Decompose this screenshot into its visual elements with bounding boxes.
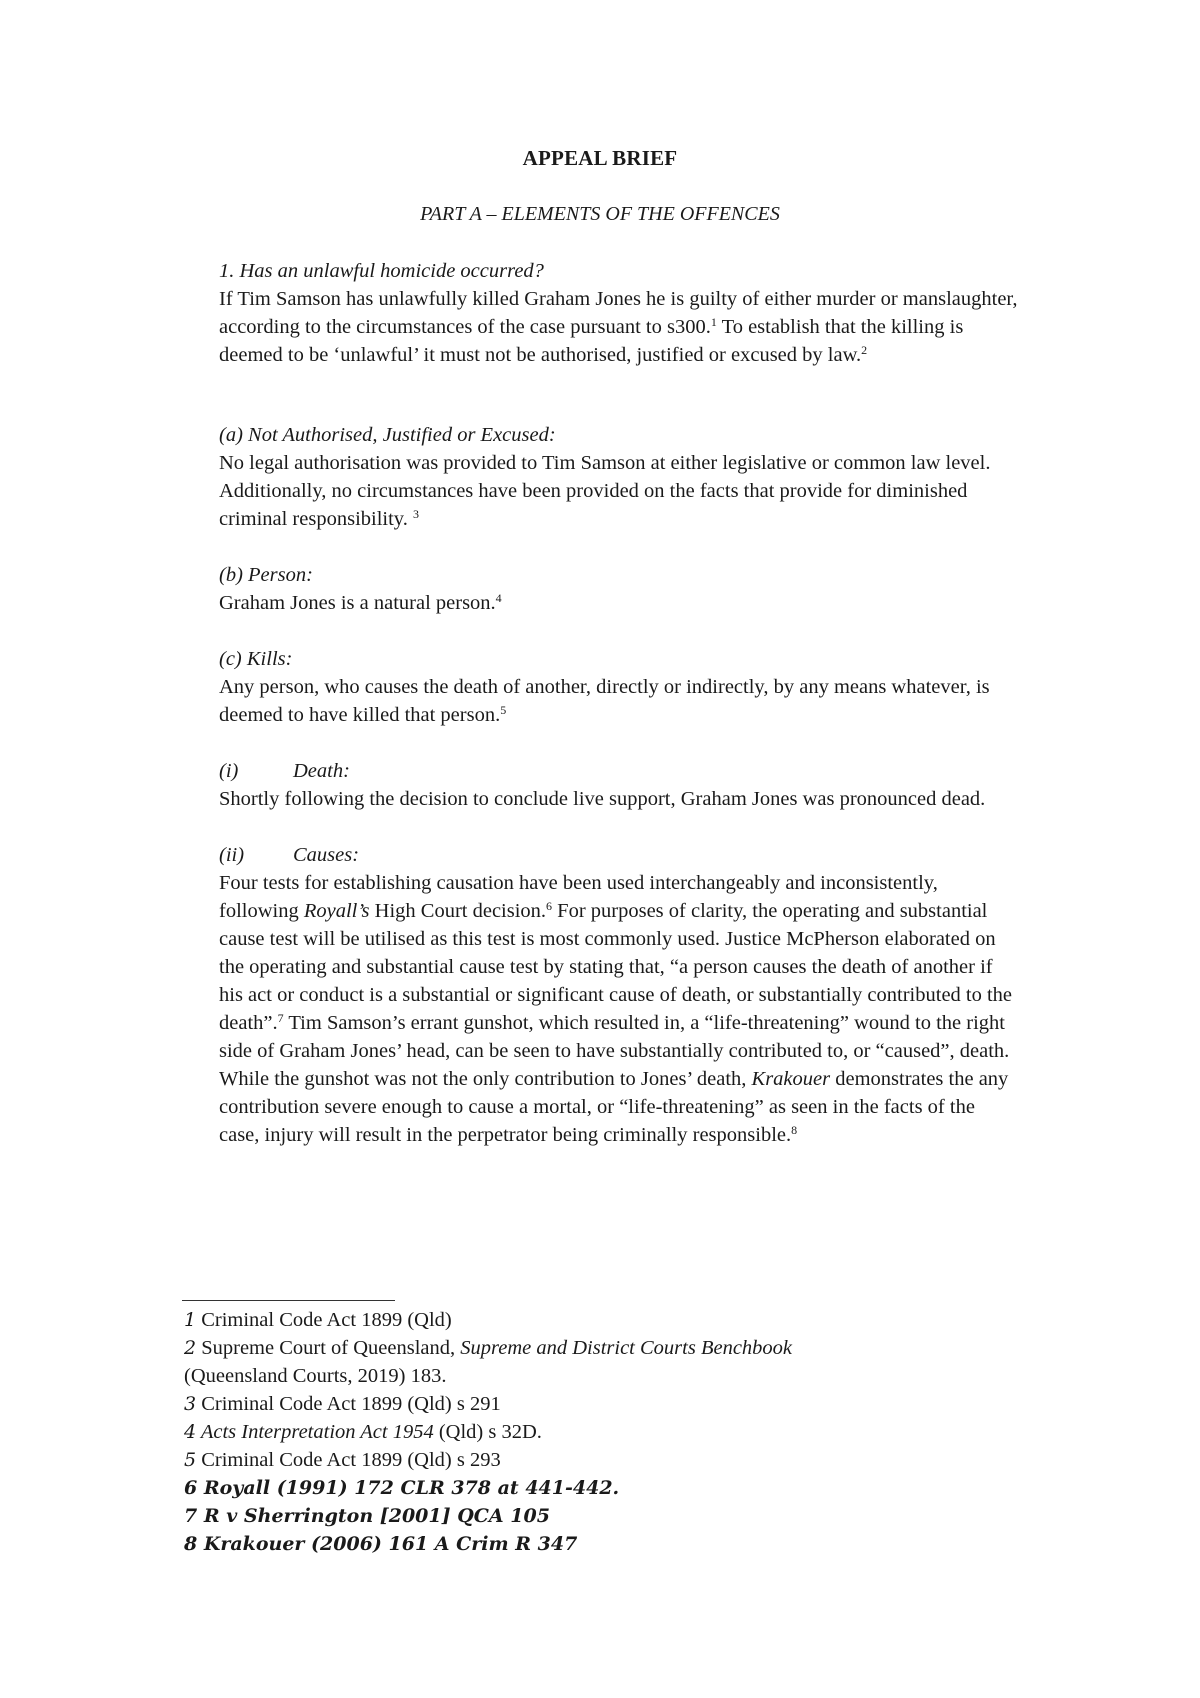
section-1-heading: 1. Has an unlawful homicide occurred? [219, 260, 544, 282]
case-name-krakouer: Krakouer [751, 1068, 831, 1090]
footnote-ref-2[interactable]: 2 [861, 343, 868, 357]
footnotes [184, 1306, 1004, 1558]
footnote-2: 2 Supreme Court of Queensland, Supreme and District Courts Benchbook (Queensland Courts, 2019) 183. [184, 1337, 793, 1387]
footnote-ref-5[interactable]: 5 [500, 703, 507, 717]
document-subtitle: PART A – ELEMENTS OF THE OFFENCES [420, 203, 780, 225]
footnote-ref-3[interactable]: 3 [412, 507, 419, 521]
case-name-royall: Royall’s [303, 900, 370, 922]
footnote-ref-6[interactable]: 6 [546, 899, 553, 913]
section-a-paragraph: No legal authorisation was provided to Tim Samson at either legislative or common law level. Additionally, no circumstances have been provided on the facts that provide for diminished criminal responsibility. $^3$ [219, 452, 991, 530]
document-body [219, 257, 1019, 1149]
section-ii-paragraph: Four tests for establishing causation have been used interchangeably and inconsistently, following Royall’s High Court decision.$^6$ For purposes of clarity, the operating and substantial cause test will be utilised as this test is most commonly used. Justice McPherson elaborated on the operating and substantial cause test by stating that, “a person causes the death of another if his act or conduct is a substantial or significant cause of death, or substantially contributed to the death”.$^7$ Tim Samson’s errant gunshot, which resulted in, a “life-threatening” wound to the right side of Graham Jones’ head, can be seen to have substantially contributed to, or “caused”, death. While the gunshot was not the only contribution to Jones’ death, Krakouer demonstrates the any contribution severe enough to cause a mortal, or “life-threatening” as seen in the facts of the case, injury will result in the perpetrator being criminally responsible.$^8$ [219, 872, 1013, 1146]
document-title: APPEAL BRIEF [522, 146, 678, 170]
footnote-3: 3 Criminal Code Act 1899 (Qld) s 291 [184, 1393, 501, 1415]
footnote-8: 8 Krakouer (2006) 161 A Crim R 347 [184, 1533, 578, 1555]
footnote-6: 6 Royall (1991) 172 CLR 378 at 441-442. [184, 1477, 620, 1499]
footnote-ref-8[interactable]: 8 [791, 1123, 798, 1137]
section-ii-heading: (ii) Causes: [219, 844, 360, 866]
footnote-1: 1 Criminal Code Act 1899 (Qld) [184, 1309, 452, 1331]
section-c-paragraph: Any person, who causes the death of another, directly or indirectly, by any means whatever, is deemed to have killed that person.$^5$ [219, 676, 990, 726]
footnote-7: 7 R v Sherrington [2001] QCA 105 [184, 1505, 550, 1527]
footnote-4: 4 Acts Interpretation Act 1954 (Qld) s 32D. [184, 1421, 542, 1443]
section-1-paragraph: If Tim Samson has unlawfully killed Graham Jones he is guilty of either murder or manslaughter, according to the circumstances of the case pursuant to s300.$^1$ To establish that the killing is deemed to be ‘unlawful’ it must not be authorised, justified or excused by law.$^2$ [219, 288, 1018, 366]
footnote-ref-4[interactable]: 4 [495, 591, 502, 605]
section-b-heading: (b) Person: [219, 564, 313, 586]
section-a-heading: (a) Not Authorised, Justified or Excused: [219, 424, 556, 446]
footnote-5: 5 Criminal Code Act 1899 (Qld) s 293 [184, 1449, 501, 1471]
section-i-heading: (i) Death: [219, 760, 350, 782]
footnote-separator [182, 1300, 395, 1301]
section-i-paragraph: Shortly following the decision to conclude live support, Graham Jones was pronounced dead. [219, 788, 986, 810]
footnote-ref-1[interactable]: 1 [710, 315, 717, 329]
footnote-ref-7[interactable]: 7 [277, 1011, 284, 1025]
section-c-heading: (c) Kills: [219, 648, 293, 670]
section-b-paragraph: Graham Jones is a natural person.$^4$ [219, 591, 502, 614]
